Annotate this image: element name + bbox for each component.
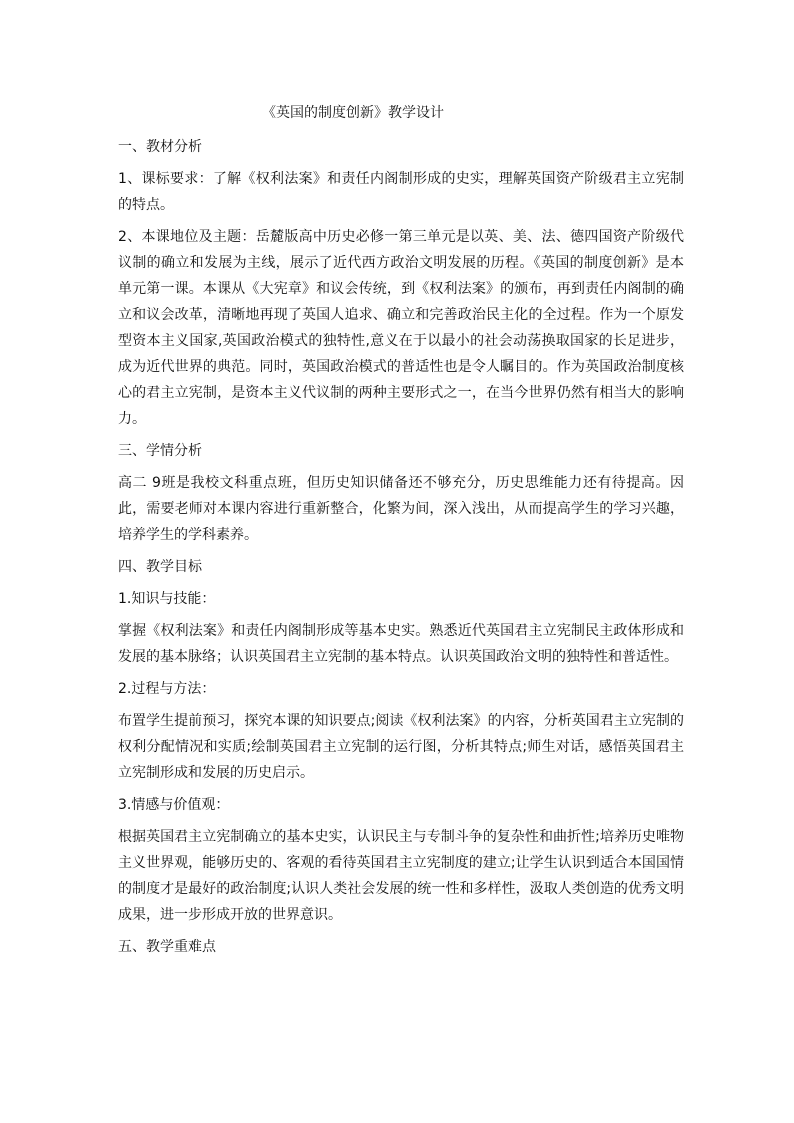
document-title: 《英国的制度创新》教学设计: [262, 105, 444, 121]
section-heading-key-difficulties: 五、教学重难点: [118, 939, 216, 955]
paragraph-student-analysis: 高二 9班是我校文科重点班，但历史知识储备还不够充分，历史思维能力还有待提高。因此，需要老师对本课内容进行重新整合，化繁为间，深入浅出，从而提高学生的学习兴趣，培养学生的学科素养。: [118, 475, 684, 543]
paragraph-process-methods: 布置学生提前预习，探究本课的知识要点;阅读《权利法案》的内容，分析英国君主立宪制的权利分配情况和实质;绘制英国君主立宪制的运行图，分析其特点;师生对话，感悟英国君主立宪制形成和发展的历史启示。: [118, 713, 684, 781]
subheading-knowledge-skills: 1.知识与技能：: [118, 591, 216, 607]
paragraph-emotion-values: 根据英国君主立宪制确立的基本史实，认识民主与专制斗争的复杂性和曲折性;培养历史唯物主义世界观，能够历史的、客观的看待英国君主立宪制度的建立;让学生认识到适合本国国情的制度才是最好的政治制度;认识人类社会发展的统一性和多样性，汲取人类创造的优秀文明成果，进一步形成开放的世界意识。: [118, 829, 684, 923]
section-heading-student-analysis: 三、学情分析: [118, 443, 202, 459]
subheading-process-methods: 2.过程与方法：: [118, 681, 216, 697]
paragraph-knowledge-skills: 掌握《权利法案》和责任内阁制形成等基本史实。熟悉近代英国君主立宪制民主政体形成和发展的基本脉络；认识英国君主立宪制的基本特点。认识英国政治文明的独特性和普适性。: [118, 623, 684, 665]
paragraph-curriculum-requirement: 1、课标要求：了解《权利法案》和责任内阁制形成的史实，理解英国资产阶级君主立宪制的特点。: [118, 171, 684, 213]
subheading-emotion-values: 3.情感与价值观：: [118, 797, 230, 813]
paragraph-lesson-position-theme: 2、本课地位及主题：岳麓版高中历史必修一第三单元是以英、美、法、德四国资产阶级代议制的确立和发展为主线，展示了近代西方政治文明发展的历程。《英国的制度创新》是本单元第一课。本课从《大宪章》和议会传统，到《权利法案》的颁布，再到责任内阁制的确立和议会改革，清晰地再现了英国人追求、确立和完善政治民主化的全过程。作为一个原发型资本主义国家,英国政治模式的独特性,意义在于以最小的社会动荡换取国家的长足进步，成为近代世界的典范。同时，英国政治模式的普适性也是令人瞩目的。作为英国政治制度核心的君主立宪制，是资本主义代议制的两种主要形式之一，在当今世界仍然有相当大的影响力。: [118, 229, 684, 427]
document-body: [118, 134, 684, 966]
section-heading-textbook-analysis: 一、教材分析: [118, 139, 202, 155]
section-heading-teaching-objectives: 四、教学目标: [118, 559, 202, 575]
